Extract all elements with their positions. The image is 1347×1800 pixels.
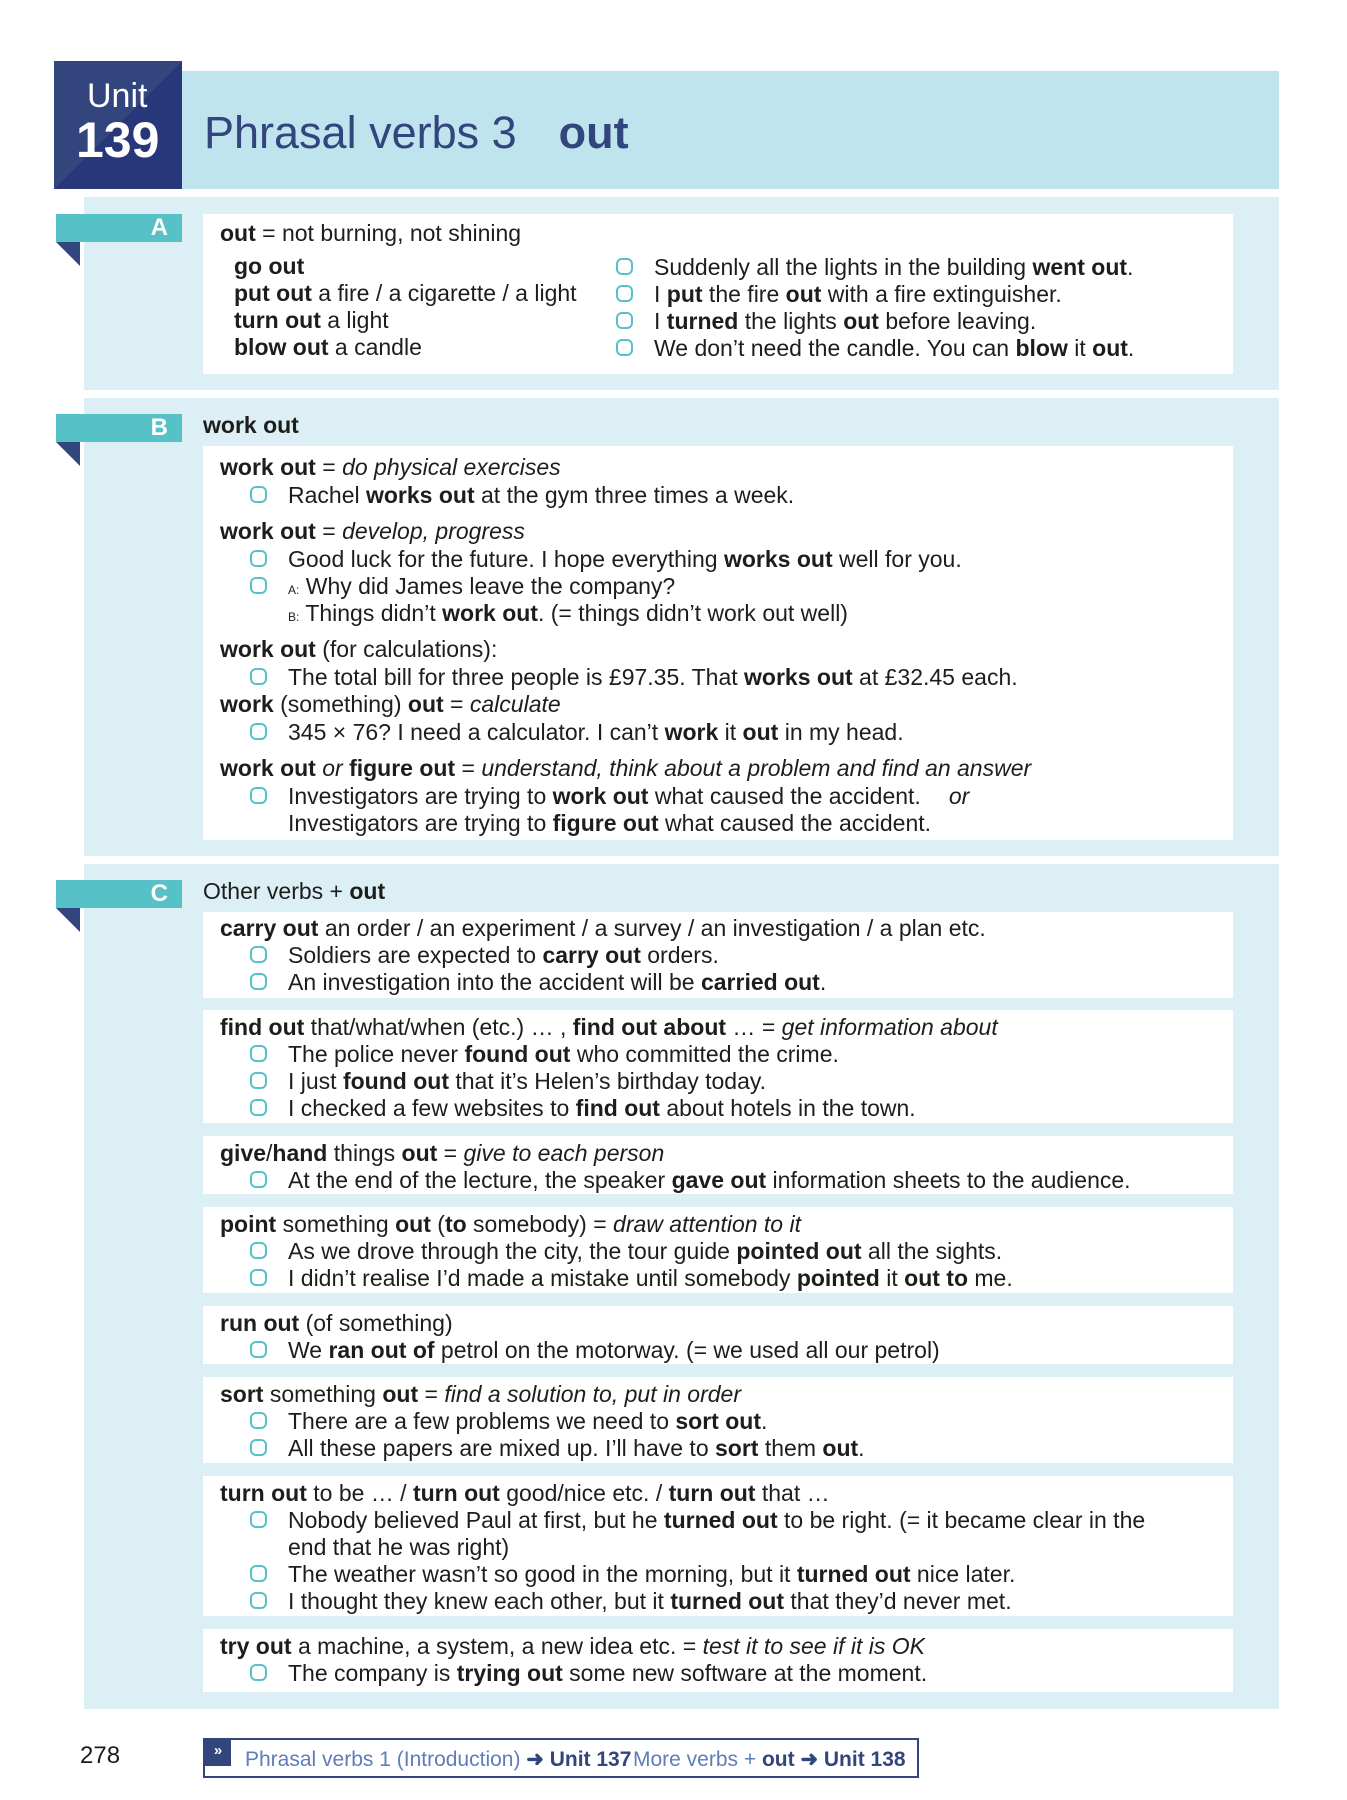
page-number: 278: [80, 1742, 121, 1769]
title-keyword: out: [558, 107, 629, 158]
example: All these papers are mixed up. I’ll have to sort them out.: [288, 1435, 865, 1461]
audio-bullet-icon[interactable]: [250, 1412, 267, 1429]
section-a-example: I turned the lights out before leaving.: [654, 308, 1037, 334]
title-main: Phrasal verbs 3: [204, 107, 517, 158]
unit-badge: [54, 61, 182, 189]
definition: give/hand things out = give to each person: [220, 1140, 665, 1166]
example: The weather wasn’t so good in the morning, but it turned out nice later.: [288, 1561, 1016, 1587]
audio-bullet-icon[interactable]: [250, 668, 267, 685]
example: Investigators are trying to work out what caused the accident. or: [288, 783, 970, 809]
example: There are a few problems we need to sort out.: [288, 1408, 768, 1434]
page-title: [204, 107, 629, 159]
definition: sort something out = find a solution to, put in order: [220, 1381, 741, 1407]
audio-bullet-icon[interactable]: [250, 787, 267, 804]
audio-bullet-icon[interactable]: [250, 486, 267, 503]
section-a-verb: blow out a candle: [234, 334, 422, 360]
audio-bullet-icon[interactable]: [250, 1592, 267, 1609]
section-a-example: Suddenly all the lights in the building went out.: [654, 254, 1134, 280]
audio-bullet-icon[interactable]: [250, 946, 267, 963]
example: An investigation into the accident will be carried out.: [288, 969, 827, 995]
definition: point something out (to somebody) = draw attention to it: [220, 1211, 801, 1237]
section-c-flag: [56, 908, 80, 932]
example: Nobody believed Paul at first, but he turned out to be right. (= it became clear in the: [288, 1507, 1146, 1533]
example: B: Things didn’t work out. (= things didn’t work out well): [288, 600, 848, 626]
definition: run out (of something): [220, 1310, 453, 1336]
section-a-flag: [56, 242, 80, 266]
section-a-heading: out = not burning, not shining: [220, 220, 522, 246]
example: Rachel works out at the gym three times a week.: [288, 482, 795, 508]
example: The company is trying out some new software at the moment.: [288, 1660, 928, 1686]
unit-number: 139: [76, 112, 160, 168]
example: I just found out that it’s Helen’s birthday today.: [288, 1068, 767, 1094]
example: end that he was right): [288, 1534, 510, 1560]
audio-bullet-icon[interactable]: [616, 285, 633, 302]
section-a-tab: A: [56, 214, 182, 242]
audio-bullet-icon[interactable]: [250, 1045, 267, 1062]
example: Investigators are trying to figure out what caused the accident.: [288, 810, 932, 836]
example: We ran out of petrol on the motorway. (= we used all our petrol): [288, 1337, 940, 1363]
section-b-heading: work out: [203, 412, 299, 438]
audio-bullet-icon[interactable]: [250, 973, 267, 990]
example: The total bill for three people is £97.35. That works out at £32.45 each.: [288, 664, 1018, 690]
example: I thought they knew each other, but it turned out that they’d never met.: [288, 1588, 1012, 1614]
section-a-verb: go out: [234, 253, 305, 279]
section-c-heading: Other verbs + out: [203, 878, 386, 904]
audio-bullet-icon[interactable]: [250, 1565, 267, 1582]
audio-bullet-icon[interactable]: [250, 1511, 267, 1528]
example: I didn’t realise I’d made a mistake until somebody pointed it out to me.: [288, 1265, 1013, 1291]
audio-bullet-icon[interactable]: [250, 1072, 267, 1089]
definition: work out = do physical exercises: [220, 454, 561, 480]
cross-ref-unit-138[interactable]: More verbs + out ➜ Unit 138: [633, 1748, 906, 1771]
example: A: Why did James leave the company?: [288, 573, 676, 599]
example: Good luck for the future. I hope everything works out well for you.: [288, 546, 962, 572]
definition: work (something) out = calculate: [220, 691, 561, 717]
example: At the end of the lecture, the speaker gave out information sheets to the audience.: [288, 1167, 1131, 1193]
section-a-example: I put the fire out with a fire extinguisher.: [654, 281, 1062, 307]
title-bar: [182, 71, 1279, 189]
section-b-flag: [56, 442, 80, 466]
section-a-verb: put out a fire / a cigarette / a light: [234, 280, 577, 306]
definition: find out that/what/when (etc.) … , find out about … = get information about: [220, 1014, 998, 1040]
cross-reference-box: [203, 1738, 919, 1778]
section-a-verb: turn out a light: [234, 307, 389, 333]
audio-bullet-icon[interactable]: [250, 577, 267, 594]
audio-bullet-icon[interactable]: [616, 312, 633, 329]
example: I checked a few websites to find out about hotels in the town.: [288, 1095, 916, 1121]
definition: turn out to be … / turn out good/nice etc. / turn out that …: [220, 1480, 830, 1506]
cross-ref-unit-137[interactable]: Phrasal verbs 1 (Introduction) ➜ Unit 137: [245, 1748, 632, 1771]
audio-bullet-icon[interactable]: [616, 339, 633, 356]
example: The police never found out who committed the crime.: [288, 1041, 839, 1067]
example: As we drove through the city, the tour guide pointed out all the sights.: [288, 1238, 1003, 1264]
audio-bullet-icon[interactable]: [250, 1099, 267, 1116]
double-chevron-icon: »: [205, 1740, 231, 1766]
definition: try out a machine, a system, a new idea etc. = test it to see if it is OK: [220, 1633, 925, 1659]
unit-label: Unit: [87, 77, 148, 115]
definition: carry out an order / an experiment / a survey / an investigation / a plan etc.: [220, 915, 986, 941]
audio-bullet-icon[interactable]: [250, 1269, 267, 1286]
audio-bullet-icon[interactable]: [250, 723, 267, 740]
audio-bullet-icon[interactable]: [250, 1341, 267, 1358]
example: 345 × 76? I need a calculator. I can’t work it out in my head.: [288, 719, 904, 745]
definition: work out = develop, progress: [220, 518, 525, 544]
section-a-example: We don’t need the candle. You can blow it out.: [654, 335, 1135, 361]
section-b-tab: B: [56, 414, 182, 442]
audio-bullet-icon[interactable]: [250, 1664, 267, 1681]
audio-bullet-icon[interactable]: [250, 1171, 267, 1188]
definition: work out (for calculations):: [220, 636, 498, 662]
section-c-tab: C: [56, 880, 182, 908]
audio-bullet-icon[interactable]: [250, 1242, 267, 1259]
audio-bullet-icon[interactable]: [250, 1439, 267, 1456]
audio-bullet-icon[interactable]: [616, 258, 633, 275]
audio-bullet-icon[interactable]: [250, 550, 267, 567]
definition: work out or figure out = understand, think about a problem and find an answer: [220, 755, 1032, 781]
example: Soldiers are expected to carry out orders.: [288, 942, 719, 968]
